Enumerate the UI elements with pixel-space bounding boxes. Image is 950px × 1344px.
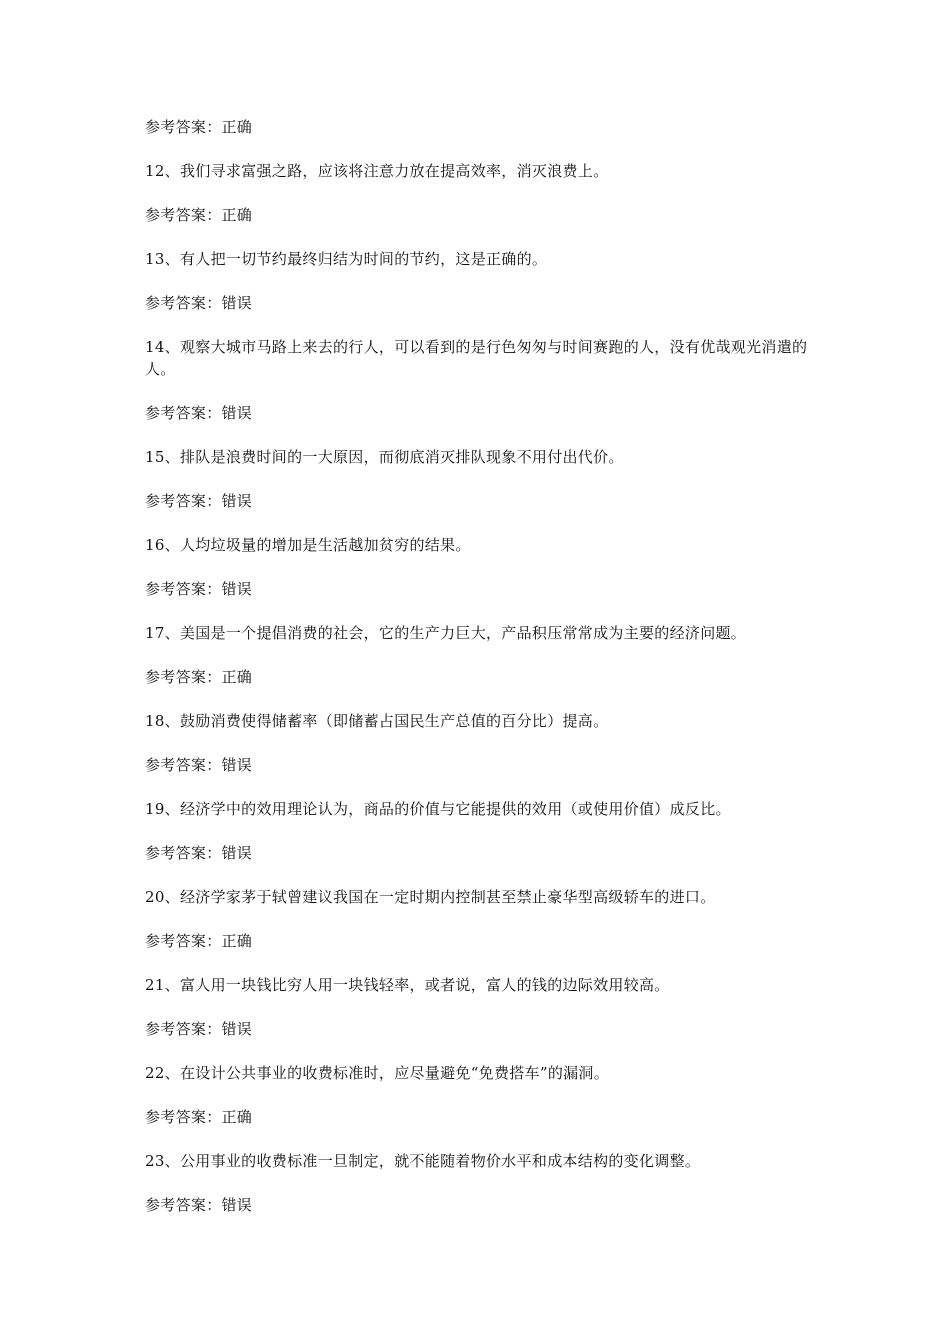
answer-line: 参考答案：错误	[145, 580, 253, 598]
question-line: 20、经济学家茅于轼曾建议我国在一定时期内控制甚至禁止豪华型高级轿车的进口。	[145, 888, 716, 906]
question-line: 21、富人用一块钱比穷人用一块钱轻率，或者说，富人的钱的边际效用较高。	[145, 976, 670, 994]
answer-line: 参考答案：正确	[145, 1108, 253, 1126]
question-line: 22、在设计公共事业的收费标准时，应尽量避免“免费搭车”的漏洞。	[145, 1064, 610, 1082]
question-line: 17、美国是一个提倡消费的社会，它的生产力巨大，产品积压常常成为主要的经济问题。	[145, 624, 747, 642]
answer-line: 参考答案：错误	[145, 1020, 253, 1038]
answer-line: 参考答案：错误	[145, 1196, 253, 1214]
question-line: 16、人均垃圾量的增加是生活越加贫穷的结果。	[145, 536, 471, 554]
question-line: 15、排队是浪费时间的一大原因，而彻底消灭排队现象不用付出代价。	[145, 448, 624, 466]
answer-line: 参考答案：错误	[145, 404, 253, 422]
question-line: 23、公用事业的收费标准一旦制定，就不能随着物价水平和成本结构的变化调整。	[145, 1152, 701, 1170]
answer-line: 参考答案：正确	[145, 118, 253, 136]
question-line: 19、经济学中的效用理论认为，商品的价值与它能提供的效用（或使用价值）成反比。	[145, 800, 731, 818]
answer-line: 参考答案：错误	[145, 294, 253, 312]
answer-line: 参考答案：正确	[145, 932, 253, 950]
question-line: 12、我们寻求富强之路，应该将注意力放在提高效率，消灭浪费上。	[145, 162, 609, 180]
document-page	[145, 116, 825, 1238]
answer-line: 参考答案：错误	[145, 844, 253, 862]
answer-line: 参考答案：错误	[145, 492, 253, 510]
answer-line: 参考答案：正确	[145, 206, 253, 224]
answer-line: 参考答案：正确	[145, 668, 253, 686]
question-line: 18、鼓励消费使得储蓄率（即储蓄占国民生产总值的百分比）提高。	[145, 712, 609, 730]
question-line: 14、观察大城市马路上来去的行人，可以看到的是行色匆匆与时间赛跑的人，没有优哉观光消遣的人。	[145, 338, 808, 378]
question-line: 13、有人把一切节约最终归结为时间的节约，这是正确的。	[145, 250, 548, 268]
answer-line: 参考答案：错误	[145, 756, 253, 774]
